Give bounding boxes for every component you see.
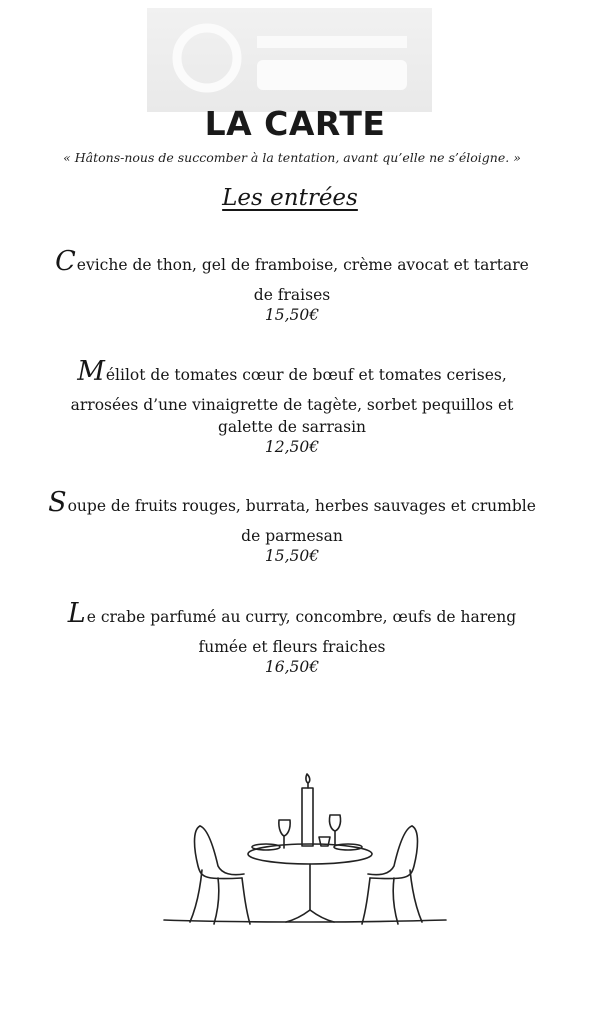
dish-initial: C (55, 246, 76, 277)
dish-text: élilot de tomates cœur de bœuf et tomates cerises, (105, 366, 507, 384)
dinner-table-illustration-icon (160, 770, 450, 944)
dish-price: 12,50€ (264, 438, 320, 456)
menu-item-melilot (0, 356, 584, 458)
dish-price: 15,50€ (264, 306, 320, 324)
dish-initial: S (48, 487, 67, 518)
dish-line-1 (0, 598, 584, 632)
dish-line-2: arrosées d’une vinaigrette de tagète, sorbet pequillos et (70, 396, 514, 414)
dish-line-2: de parmesan (241, 527, 343, 545)
dish-initial: L (67, 598, 86, 629)
dish-price: 15,50€ (264, 547, 320, 565)
section-title-text: Les entrées (222, 185, 358, 211)
menu-quote: « Hâtons-nous de succomber à la tentation, avant qu’elle ne s’éloigne. » (63, 150, 521, 165)
dish-line-2: fumée et fleurs fraiches (198, 638, 386, 656)
dish-price: 16,50€ (264, 658, 320, 676)
dish-line-1 (0, 487, 584, 521)
menu-item-ceviche (0, 246, 584, 326)
dish-text: eviche de thon, gel de framboise, crème avocat et tartare (76, 256, 529, 274)
page-title: LA CARTE (204, 104, 386, 143)
menu-item-crabe (0, 598, 584, 678)
dish-text: e crabe parfumé au curry, concombre, œufs de hareng (86, 608, 517, 626)
dish-line-2: de fraises (253, 286, 331, 304)
dish-line-3: galette de sarrasin (217, 418, 367, 436)
section-title (0, 185, 580, 211)
dish-initial: M (77, 356, 105, 387)
dish-line-1 (0, 356, 584, 390)
dish-text: oupe de fruits rouges, burrata, herbes sauvages et crumble (67, 497, 536, 515)
dish-line-1 (0, 246, 584, 280)
menu-item-soupe (0, 487, 584, 567)
restaurant-logo-watermark-icon (147, 8, 432, 112)
